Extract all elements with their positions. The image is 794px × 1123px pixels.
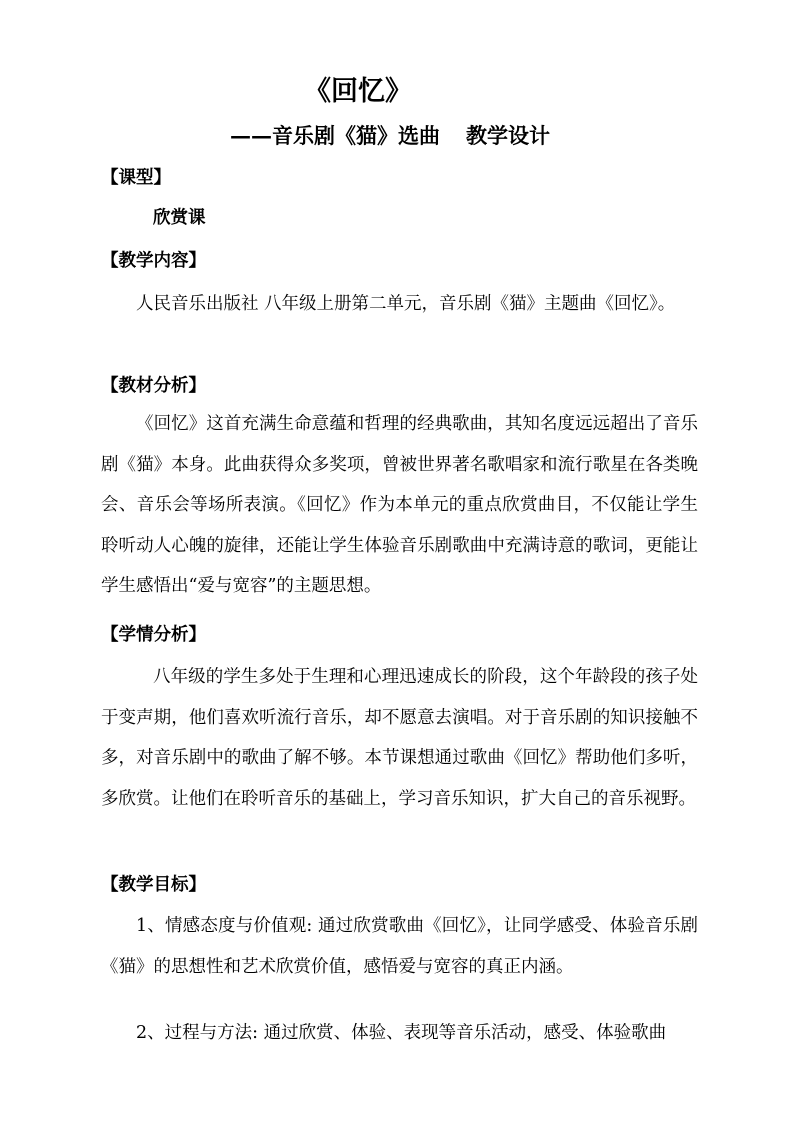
paragraph-material-analysis: 《回忆》这首充满生命意蕴和哲理的经典歌曲，其知名度远远超出了音乐剧《猫》本身。此曲获得众多奖项，曾被世界著名歌唱家和流行歌星在各类晚会、音乐会等场所表演。《回忆》作为本单元的重点欣赏曲目，不仅能让学生聆听动人心魄的旋律，还能让学生体验音乐剧歌曲中充满诗意的歌词，更能让学生感悟出“爱与宽容”的主题思想。 xyxy=(101,414,698,596)
heading-teaching-objectives: 【教学目标】 xyxy=(101,875,206,895)
subtitle-tail: 教学设计 xyxy=(466,123,550,148)
heading-material-analysis: 【教材分析】 xyxy=(101,376,206,396)
heading-course-type: 【课型】 xyxy=(101,168,171,188)
heading-teaching-content: 【教学内容】 xyxy=(101,251,206,271)
document-subtitle xyxy=(230,120,550,152)
course-type-value: 欣赏课 xyxy=(153,208,206,228)
subtitle-main: ——音乐剧《猫》选曲 xyxy=(230,123,440,148)
paragraph-student-analysis: 八年级的学生多处于生理和心理迅速成长的阶段，这个年龄段的孩子处于变声期，他们喜欢听流行音乐，却不愿意去演唱。对于音乐剧的知识接触不多，对音乐剧中的歌曲了解不够。本节课想通过歌曲《回忆》帮助他们多听，多欣赏。让他们在聆听音乐的基础上，学习音乐知识，扩大自己的音乐视野。 xyxy=(101,667,698,809)
document-title: 《回忆》 xyxy=(304,76,412,107)
objective-item-2: 2、过程与方法: 通过欣赏、体验、表现等音乐活动，感受、体验歌曲 xyxy=(136,1023,667,1043)
objective-item-1: 1、情感态度与价值观: 通过欣赏歌曲《回忆》，让同学感受、体验音乐剧《猫》的思想性和艺术欣赏价值，感悟爱与宽容的真正内涵。 xyxy=(101,916,698,977)
paragraph-teaching-content: 人民音乐出版社 八年级上册第二单元，音乐剧《猫》主题曲《回忆》。 xyxy=(136,294,676,314)
heading-student-analysis: 【学情分析】 xyxy=(101,625,206,645)
